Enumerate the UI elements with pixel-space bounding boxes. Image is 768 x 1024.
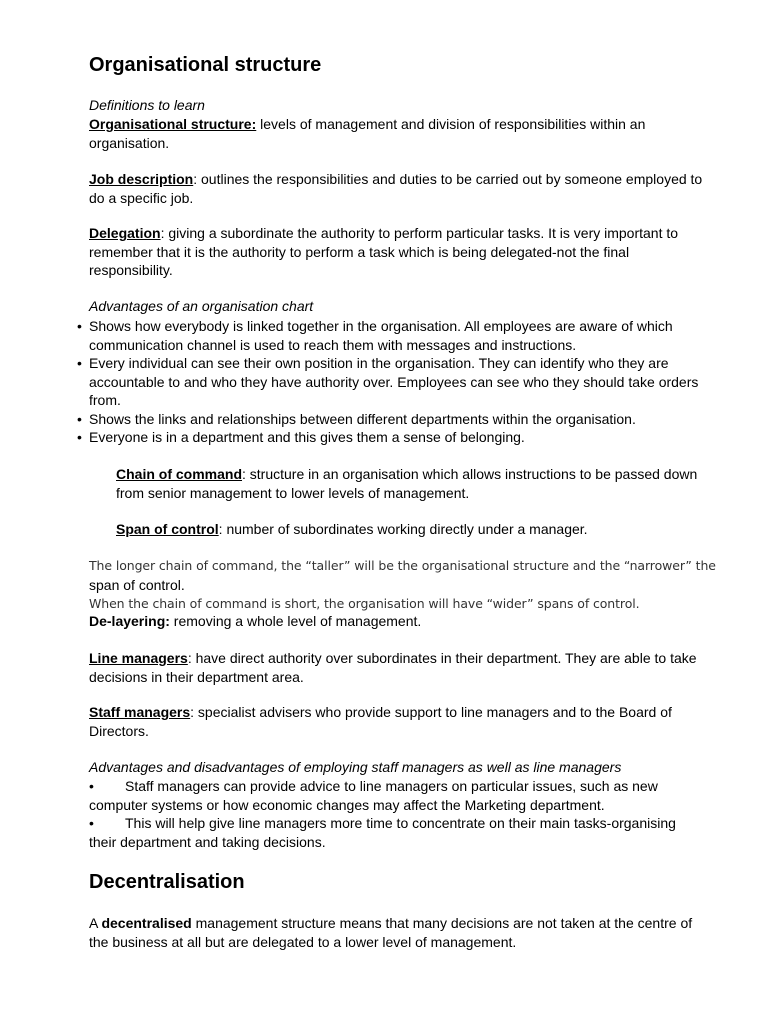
bullet-icon: • xyxy=(89,778,94,794)
definition-chain-of-command xyxy=(116,465,706,502)
list-item: • Everyone is in a department and this gives them a sense of belonging. xyxy=(77,429,525,445)
term-span-of-control: Span of control xyxy=(116,521,219,537)
definitions-heading: Definitions to learn xyxy=(89,97,205,113)
advantages-list xyxy=(77,317,707,447)
definition-delegation xyxy=(89,224,707,280)
definition-line-managers xyxy=(89,649,707,686)
definition-text: : giving a subordinate the authority to perform particular tasks. It is very important to remember that it is the authority to perform a task which is being delegated-not the final responsibility. xyxy=(89,225,679,278)
bullet-icon: • xyxy=(77,318,82,334)
bullet-icon: • xyxy=(77,410,82,427)
definition-organisational-structure xyxy=(89,115,707,152)
staff-point-1: • Staff managers can provide advice to line managers on particular issues, such as new computer systems or how economic changes may affect the Marketing department. xyxy=(89,778,658,813)
term-delegation: Delegation xyxy=(89,225,161,241)
bullet-icon: • xyxy=(77,429,82,445)
definition-text: removing a whole level of management. xyxy=(169,613,422,629)
staff-managers-heading: Advantages and disadvantages of employing staff managers as well as line managers xyxy=(89,759,622,775)
list-item: • Shows how everybody is linked together in the organisation. All employees are aware of which communication channel is used to reach them with messages and instructions. xyxy=(77,318,673,353)
note-longer-chain-end: span of control. xyxy=(89,577,185,593)
definition-text: : structure in an organisation which allows instructions to be passed down from senior management to lower levels of management. xyxy=(116,466,698,501)
decentralisation-heading: Decentralisation xyxy=(89,871,245,893)
term-chain-of-command: Chain of command xyxy=(116,466,243,482)
decentralisation-paragraph: A decentralised management structure means that many decisions are not taken at the centre of the business at all but are delegated to a lower level of management. xyxy=(89,915,693,950)
page-title: Organisational structure xyxy=(89,54,322,76)
definition-text: : number of subordinates working directly under a manager. xyxy=(218,521,588,537)
term-organisational-structure: Organisational structure: xyxy=(89,116,257,132)
bullet-icon: • xyxy=(77,355,82,371)
bullet-icon: • xyxy=(89,815,94,831)
definition-staff-managers xyxy=(89,703,707,740)
term-de-layering: De-layering: xyxy=(89,613,170,629)
term-decentralised: decentralised xyxy=(101,915,192,931)
list-item: • Every individual can see their own position in the organisation. They can identify who they are accountable to and who they have authority over. Employees can see who they should take orders from. xyxy=(77,355,699,408)
definition-text: : specialist advisers who provide support to line managers and to the Board of Directors. xyxy=(89,704,672,739)
list-item: • Shows the links and relationships between different departments within the organisation. xyxy=(77,410,636,427)
note-longer-chain: The longer chain of command, the “taller” will be the organisational structure and the “narrower” the xyxy=(89,558,716,573)
term-line-managers: Line managers xyxy=(89,650,188,666)
definition-de-layering xyxy=(89,612,707,631)
note-short-chain: When the chain of command is short, the organisation will have “wider” spans of control. xyxy=(89,596,640,611)
advantages-heading: Advantages of an organisation chart xyxy=(89,298,314,314)
definition-job-description xyxy=(89,170,707,207)
definition-text: : outlines the responsibilities and duties to be carried out by someone employed to do a specific job. xyxy=(89,171,703,206)
staff-point-2: • This will help give line managers more time to concentrate on their main tasks-organising their department and taking decisions. xyxy=(89,815,676,850)
term-staff-managers: Staff managers xyxy=(89,704,191,720)
term-job-description: Job description xyxy=(89,171,194,187)
definition-text: levels of management and division of responsibilities within an organisation. xyxy=(89,116,646,151)
definition-text: : have direct authority over subordinates in their department. They are able to take decisions in their department area. xyxy=(89,650,697,685)
definition-span-of-control xyxy=(116,520,706,539)
